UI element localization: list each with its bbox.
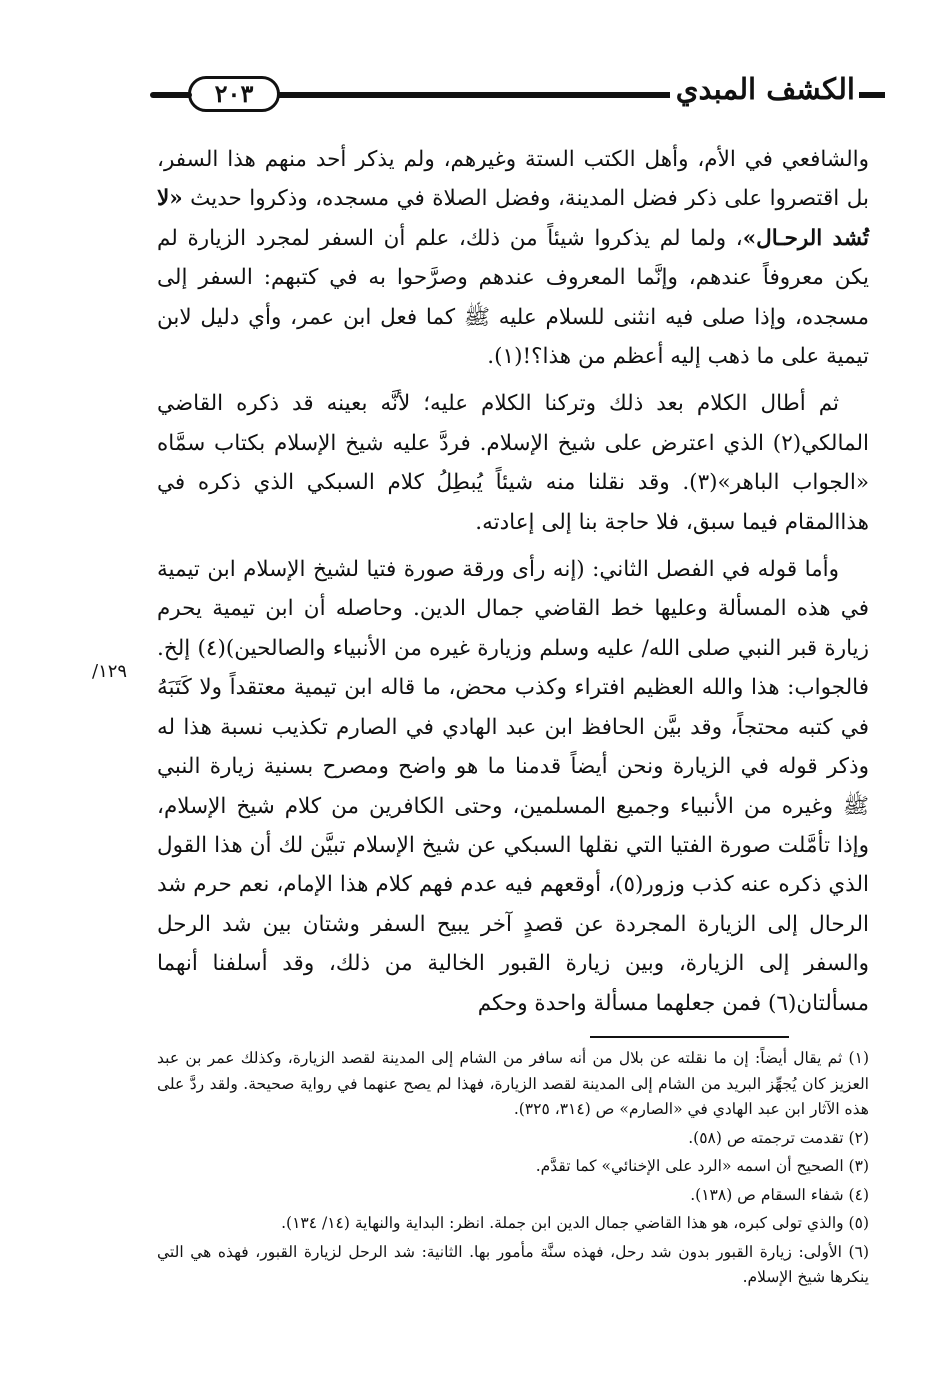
header-rule-left bbox=[150, 92, 192, 98]
header-rule-right bbox=[859, 92, 885, 98]
manuscript-folio-marker: ١٢٩/ bbox=[92, 661, 128, 682]
paragraph-1 bbox=[157, 140, 869, 376]
running-title: الكشف المبدي bbox=[675, 72, 855, 106]
main-text bbox=[157, 140, 869, 1023]
paragraph-3 bbox=[157, 550, 869, 1023]
paragraph-3-text: وأما قوله في الفصل الثاني: (إنه رأى ورقة صورة فتيا لشيخ الإسلام ابن تيمية في هذه المسألة وعليها خط القاضي جمال الدين. وحاصله أن ابن تيمية يحرم زيارة قبر النبي صلى الله/ عليه وسلم وزيارة غيره من الأنبياء والصالحين)(٤) إلخ. فالجواب: هذا والله العظيم افتراء وكذب محض، ما قاله ابن تيمية معتقداً ولا كَتَبَهُ في كتبه محتجاً، وقد بيَّن الحافظ ابن عبد الهادي في الصارم تكذيب نسبة هذا له وذكر قوله في الزيارة ونحن أيضاً قدمنا ما هو واضح ومصرح بسنية زيارة النبي ﷺ وغيره من الأنبياء وجميع المسلمين، وحتى الكافرين من كلام شيخ الإسلام، وإذا تأمَّلت صورة الفتيا التي نقلها السبكي عن شيخ الإسلام تبيَّن لك أن هذا القول الذي ذكره عنه كذب وزور(٥)، أوقعهم فيه عدم فهم كلام هذا الإمام، نعم حرم شد الرحال إلى الزيارة المجردة عن قصدٍ آخر يبيح السفر وشتان بين شد الرحل والسفر إلى الزيارة، وبين زيارة القبور الخالية من ذلك، وقد أسلفنا أنهما مسألتان(٦) فمن جعلهما مسألة واحدة وحكم bbox=[157, 557, 869, 1016]
page-number: ٢٠٣ bbox=[188, 76, 280, 112]
paragraph-2-text: ثم أطال الكلام بعد ذلك وتركنا الكلام عليه؛ لأنَّه بعينه قد ذكره القاضي المالكي(٢) الذي اعترض على شيخ الإسلام. فردَّ عليه شيخ الإسلام بكتاب سمَّاه «الجواب الباهر»(٣). وقد نقلنا منه شيئاً يُبطِلُ كلام السبكي الذي ذكره في هذاالمقام فيما سبق، فلا حاجة بنا إلى إعادته. bbox=[157, 391, 869, 535]
footnotes bbox=[157, 1046, 869, 1294]
paragraph-1-part-1: والشافعي في الأم، وأهل الكتب الستة وغيرهم، ولم يذكر أحد منهم هذا السفر، بل اقتصروا على ذكر فضل المدينة، وفضل الصلاة في مسجده، وذكروا حديث bbox=[157, 147, 869, 212]
paragraph-2 bbox=[157, 384, 869, 542]
footnote-separator bbox=[590, 1036, 789, 1038]
header-rule-middle bbox=[278, 92, 670, 98]
hadith-quote: «لا تُشد الرحـال» bbox=[157, 186, 869, 251]
footnote-1: (١) ثم يقال أيضاً: إن ما نقلته عن بلال من أنه سافر من الشام إلى المدينة لقصد الزيارة، وكذلك عمر بن عبد العزيز كان يُجهِّز البريد من الشام إلى المدينة لقصد الزيارة، فهذا لم يصح عنهما في رواية صحيحة. ولقد ردَّ على هذه الآثار ابن عبد الهادي في «الصارم» ص (٣١٤، ٣٢٥). bbox=[157, 1049, 869, 1118]
footnote-2: (٢) تقدمت ترجمته ص (٥٨). bbox=[688, 1128, 869, 1147]
footnote-6: (٦) الأولى: زيارة القبور بدون شد رحل، فهذه سنَّة مأمور بها. الثانية: شد الرحل لزيارة القبور، فهذه هي التي ينكرها شيخ الإسلام. bbox=[157, 1242, 869, 1286]
footnote-4: (٤) شفاء السقام ص (١٣٨). bbox=[690, 1185, 869, 1204]
footnote-5: (٥) والذي تولى كبره، هو هذا القاضي جمال الدين ابن جملة. انظر: البداية والنهاية (١٤/ ١٣٤). bbox=[281, 1214, 869, 1232]
paragraph-1-part-3: ، ولما لم يذكروا شيئاً من ذلك، علم أن السفر لمجرد الزيارة لم يكن معروفاً عندهم، وإنَّما المعروف عندهم وصرَّحوا به في كتبهم: السفر إلى مسجده، وإذا صلى فيه انثنى للسلام عليه ﷺ كما فعل ابن عمر، وأي دليل لابن تيمية على ما ذهب إليه أعظم من هذا؟!(١). bbox=[157, 225, 869, 370]
footnote-3: (٣) الصحيح أن اسمه «الرد على الإخنائي» كما تقدَّم. bbox=[535, 1157, 869, 1175]
page-header bbox=[150, 70, 885, 120]
